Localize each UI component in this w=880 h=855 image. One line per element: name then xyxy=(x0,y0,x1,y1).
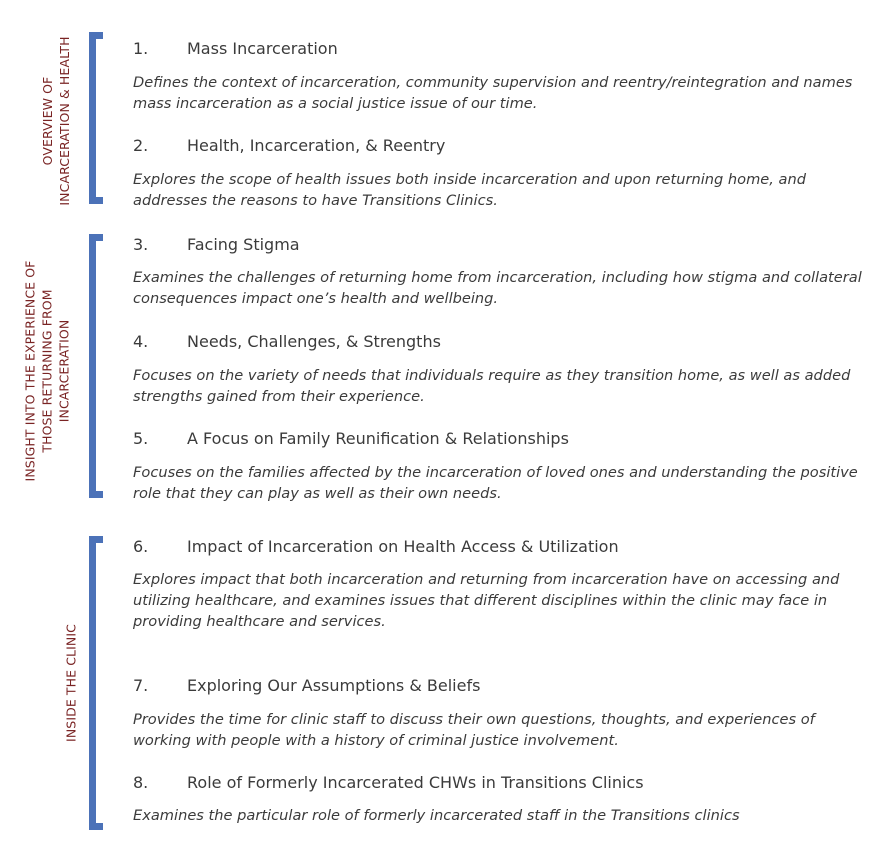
section-label-insight: INSIGHT INTO THE EXPERIENCE OF THOSE RETURNING FROM INCARCERATION xyxy=(22,260,72,482)
item-description-8: Examines the particular role of formerly incarcerated staff in the Transitions clinics xyxy=(133,807,740,824)
item-title: Needs, Challenges, & Strengths xyxy=(187,332,441,351)
item-description-7: Provides the time for clinic staff to discuss their own questions, thoughts, and experiences of working with people with a history of criminal justice involvement. xyxy=(133,711,815,749)
item-title: Role of Formerly Incarcerated CHWs in Transitions Clinics xyxy=(187,773,644,792)
item-title: Health, Incarceration, & Reentry xyxy=(187,136,446,155)
item-heading-3 xyxy=(133,235,300,254)
item-heading-8 xyxy=(133,773,644,792)
item-heading-5 xyxy=(133,429,569,448)
item-number: 8. xyxy=(133,773,149,792)
item-heading-4 xyxy=(133,332,441,351)
item-number: 2. xyxy=(133,136,149,155)
item-number: 1. xyxy=(133,39,149,58)
item-number: 6. xyxy=(133,537,149,556)
item-heading-6 xyxy=(133,537,619,556)
section-label-overview: OVERVIEW OF INCARCERATION & HEALTH xyxy=(40,36,72,206)
item-description-4: Focuses on the variety of needs that individuals require as they transition home, as well as added strengths gained from their experience. xyxy=(133,367,851,405)
item-description-2: Explores the scope of health issues both inside incarceration and upon returning home, and addresses the reasons to have Transitions Clinics. xyxy=(133,171,807,209)
item-heading-1 xyxy=(133,39,338,58)
item-heading-7 xyxy=(133,676,480,695)
item-number: 3. xyxy=(133,235,149,254)
item-title: Impact of Incarceration on Health Access & Utilization xyxy=(187,537,619,556)
item-description-5: Focuses on the families affected by the incarceration of loved ones and understanding the positive role that they can play as well as their own needs. xyxy=(133,464,858,502)
item-description-1: Defines the context of incarceration, community supervision and reentry/reintegration and names mass incarceration as a social justice issue of our time. xyxy=(133,74,853,112)
section-bracket-overview xyxy=(89,32,103,204)
item-title: Mass Incarceration xyxy=(187,39,338,58)
item-description-3: Examines the challenges of returning home from incarceration, including how stigma and collateral consequences impact one’s health and wellbeing. xyxy=(133,269,862,307)
section-label-inside-clinic: INSIDE THE CLINIC xyxy=(63,624,79,742)
item-title: Facing Stigma xyxy=(187,235,300,254)
item-number: 7. xyxy=(133,676,149,695)
item-heading-2 xyxy=(133,136,445,155)
item-number: 5. xyxy=(133,429,149,448)
item-title: Exploring Our Assumptions & Beliefs xyxy=(187,676,481,695)
section-bracket-insight xyxy=(89,234,103,498)
item-title: A Focus on Family Reunification & Relationships xyxy=(187,429,569,448)
item-description-6: Explores impact that both incarceration and returning from incarceration have on accessing and utilizing healthcare, and examines issues that different disciplines within the clinic may face in providing healthcare and services. xyxy=(133,571,840,630)
section-bracket-inside-clinic xyxy=(89,536,103,830)
item-number: 4. xyxy=(133,332,149,351)
